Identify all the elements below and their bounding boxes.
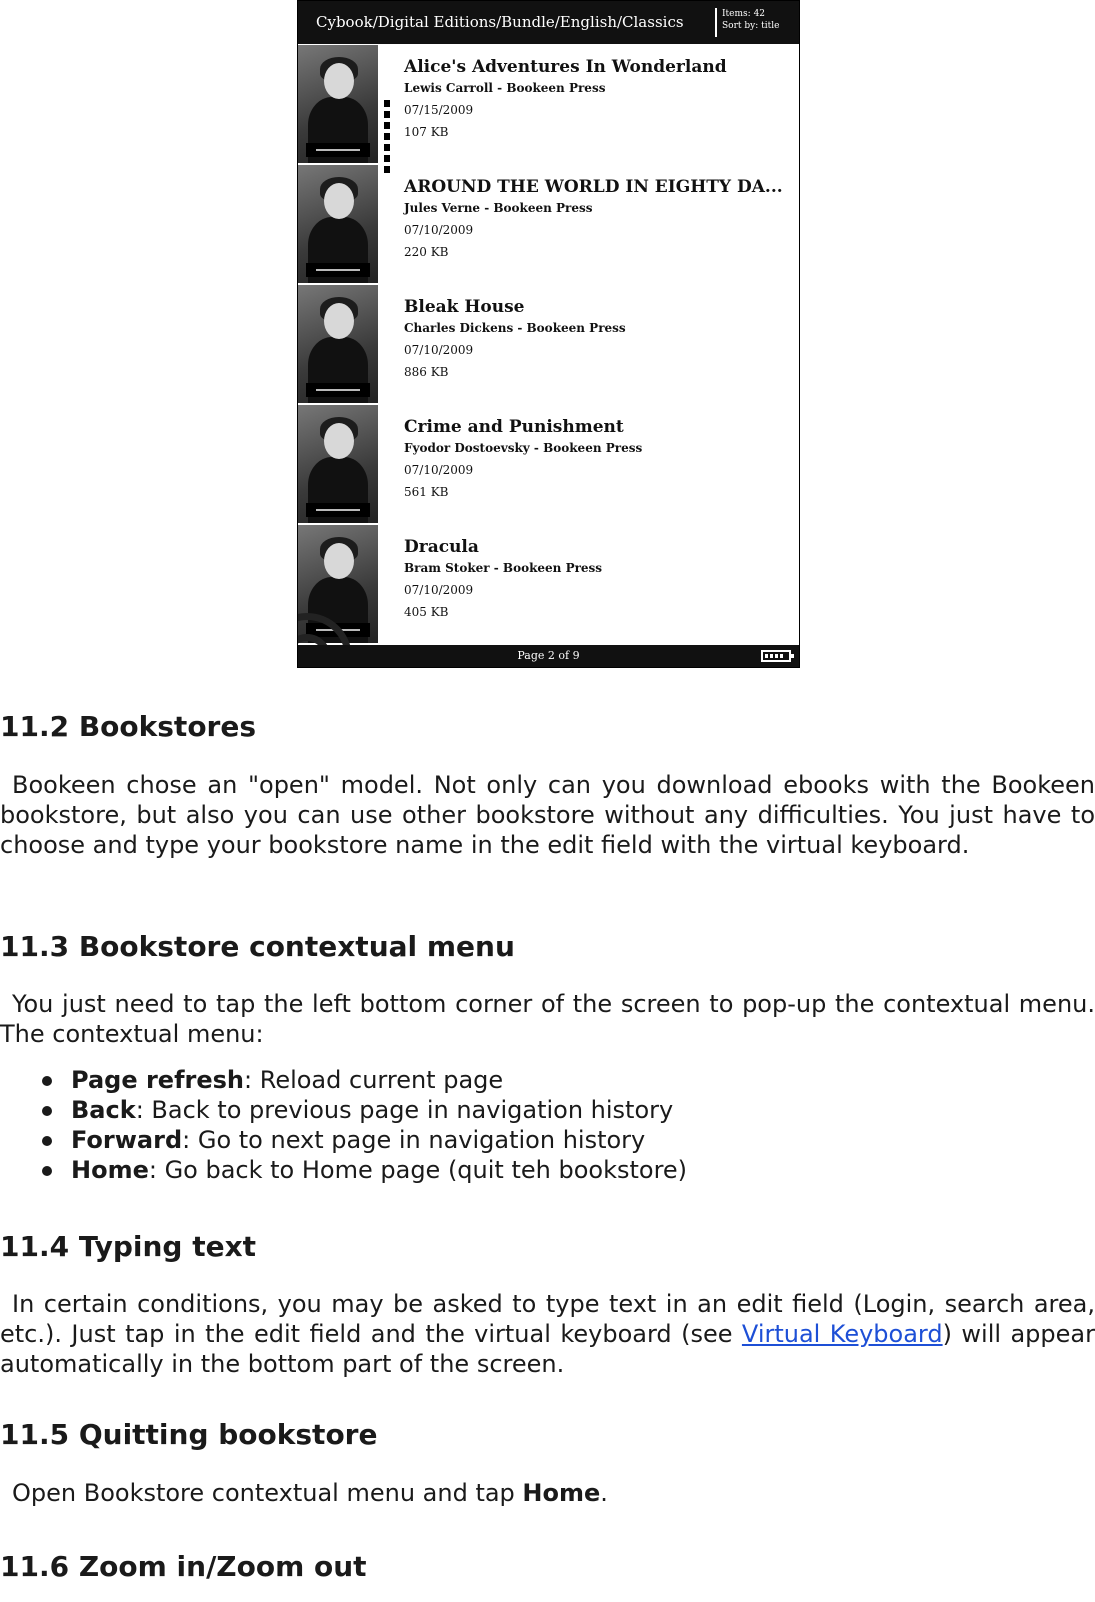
contextual-menu-list xyxy=(0,1065,687,1185)
home-term: Home xyxy=(522,1479,601,1507)
menu-desc: : Go to next page in navigation history xyxy=(182,1126,646,1154)
battery-icon xyxy=(761,650,791,662)
body-text: . xyxy=(600,1479,608,1507)
section-heading-zoom: 11.6 Zoom in/Zoom out xyxy=(0,1550,367,1583)
book-date: 07/15/2009 xyxy=(404,103,474,117)
book-date: 07/10/2009 xyxy=(404,583,474,597)
section-heading-bookstores: 11.2 Bookstores xyxy=(0,710,257,743)
body-text: Open Bookstore contextual menu and tap xyxy=(12,1479,523,1507)
book-author: Fyodor Dostoevsky - Bookeen Press xyxy=(404,441,643,455)
book-row[interactable] xyxy=(298,405,799,525)
menu-term: Home xyxy=(71,1156,149,1184)
book-title: Bleak House xyxy=(404,297,525,317)
book-author: Bram Stoker - Bookeen Press xyxy=(404,561,603,575)
book-size: 886 KB xyxy=(404,365,449,379)
book-title: Crime and Punishment xyxy=(404,417,624,437)
book-cover xyxy=(298,405,378,523)
menu-desc: : Go back to Home page (quit teh bookstore) xyxy=(148,1156,688,1184)
book-author: Charles Dickens - Bookeen Press xyxy=(404,321,626,335)
book-row[interactable] xyxy=(298,285,799,405)
book-size: 220 KB xyxy=(404,245,449,259)
book-row[interactable] xyxy=(298,45,799,165)
section-heading-quitting: 11.5 Quitting bookstore xyxy=(0,1418,378,1451)
book-cover xyxy=(298,165,378,283)
book-title: Alice's Adventures In Wonderland xyxy=(404,57,727,77)
book-cover xyxy=(298,45,378,163)
menu-desc: : Back to previous page in navigation history xyxy=(135,1096,674,1124)
book-title: Dracula xyxy=(404,537,479,557)
book-date: 07/10/2009 xyxy=(404,223,474,237)
device-header xyxy=(298,1,799,44)
device-footer xyxy=(298,645,799,667)
section-body-quitting xyxy=(0,1478,1095,1508)
list-item xyxy=(0,1095,687,1125)
list-item xyxy=(0,1125,687,1155)
header-divider xyxy=(715,8,717,37)
library-path: Cybook/Digital Editions/Bundle/English/Classics xyxy=(316,13,684,31)
book-size: 107 KB xyxy=(404,125,449,139)
menu-term: Forward xyxy=(71,1126,183,1154)
menu-term: Page refresh xyxy=(71,1066,244,1094)
section-heading-contextual-menu: 11.3 Bookstore contextual menu xyxy=(0,930,515,963)
book-title: AROUND THE WORLD IN EIGHTY DA... xyxy=(404,177,783,197)
book-date: 07/10/2009 xyxy=(404,463,474,477)
book-size: 405 KB xyxy=(404,605,449,619)
list-item xyxy=(0,1155,687,1185)
library-meta xyxy=(722,8,779,32)
section-body-typing-text xyxy=(0,1289,1095,1379)
sort-value: title xyxy=(761,21,780,31)
book-author: Jules Verne - Bookeen Press xyxy=(404,201,593,215)
virtual-keyboard-link[interactable]: Virtual Keyboard xyxy=(741,1320,943,1348)
ereader-screenshot xyxy=(297,0,800,668)
book-cover xyxy=(298,285,378,403)
menu-term: Back xyxy=(71,1096,136,1124)
section-heading-typing-text: 11.4 Typing text xyxy=(0,1230,257,1263)
items-label: Items: xyxy=(722,9,751,19)
items-count: 42 xyxy=(753,9,766,19)
sort-label: Sort by: xyxy=(722,21,759,31)
list-item xyxy=(0,1065,687,1095)
book-row[interactable] xyxy=(298,525,799,645)
book-author: Lewis Carroll - Bookeen Press xyxy=(404,81,606,95)
book-size: 561 KB xyxy=(404,485,449,499)
section-body-bookstores: Bookeen chose an "open" model. Not only can you download ebooks with the Bookeen bookstore, but also you can use other bookstore without any difficulties. You just have to choose and type your bookstore name in the edit field with the virtual keyboard. xyxy=(0,771,1095,859)
page-indicator: Page 2 of 9 xyxy=(517,649,580,662)
body-text: ) will appear automatically in the bottom part of the screen. xyxy=(0,1320,1095,1378)
book-row[interactable] xyxy=(298,165,799,285)
section-body-contextual-menu: You just need to tap the left bottom corner of the screen to pop-up the contextual menu. The contextual menu: xyxy=(0,990,1095,1048)
book-date: 07/10/2009 xyxy=(404,343,474,357)
menu-desc: : Reload current page xyxy=(244,1066,504,1094)
body-text: In certain conditions, you may be asked to type text in an edit field (Login, search area, etc.). Just tap in the edit field and the virtual keyboard (see xyxy=(0,1290,1095,1348)
